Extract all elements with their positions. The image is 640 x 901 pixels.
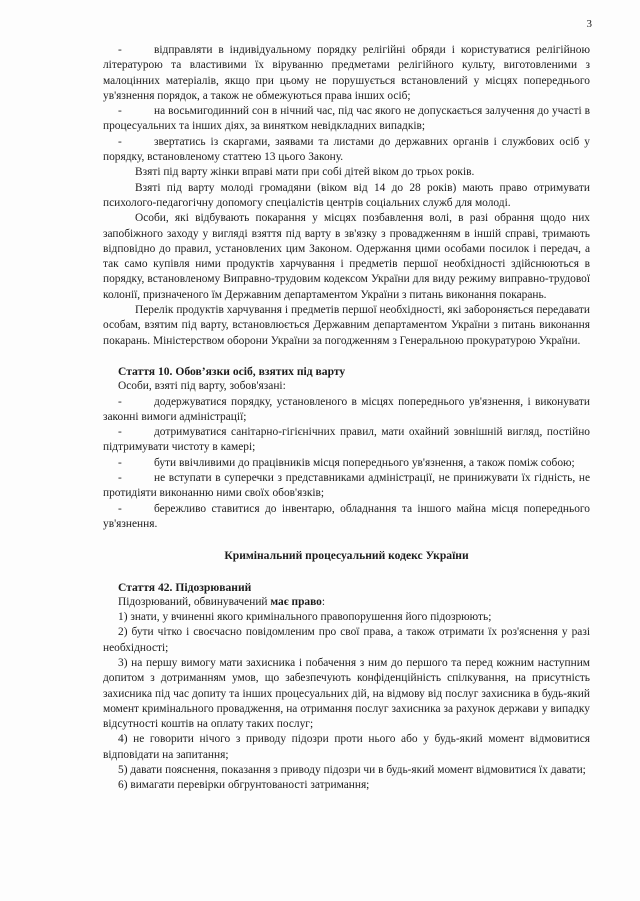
paragraph: Особи, які відбувають покарання у місцях позбавлення волі, в разі обрання щодо них запобіжного заходу у вигляді взяття під варту в зв'язку з провадженням в іншій справі, тримають відповідно до правил, установлених цим Законом. Одержання цими особами посилок і передач, а так само купівля ними продуктів харчування і предметів першої необхідності здійснюються в порядку, встановленому Виправно-трудовим кодексом України для виду режиму виправно-трудової колонії, призначеного їм Державним департаментом України з питань виконання покарань. bbox=[103, 212, 590, 301]
list-item: - бережливо ставитися до інвентарю, обладнання та іншого майна місця попереднього ув'язнення. bbox=[103, 502, 590, 530]
code-title: Кримінальний процесуальний кодекс України bbox=[224, 549, 469, 563]
list-item: - бути ввічливими до працівників місця попереднього ув'язнення, а також поміж собою; bbox=[118, 456, 575, 469]
page-number: 3 bbox=[586, 18, 592, 30]
list-item: 1) знати, у вчиненні якого кримінального правопорушення його підозрюють; bbox=[118, 611, 492, 624]
article-10-intro: Особи, взяті під варту, зобов'язані: bbox=[118, 380, 286, 393]
list-item: - відправляти в індивідуальному порядку релігійні обряди і користуватися релігійною літературою та властивими їх віруванню предметами релігійного культу, виготовленими з малоцінних матеріалів, якщо при цьому не порушується встановлений у місцях попереднього ув'язнення порядок, а також не обмежуються права інших осіб; bbox=[103, 44, 590, 102]
list-item: - на восьмигодинний сон в нічний час, під час якого не допускається залучення до участі в процесуальних та інших діях, за винятком невідкладних випадків; bbox=[103, 105, 590, 133]
list-item: 2) бути чітко і своєчасно повідомленим про свої права, а також отримати їх роз'яснення у разі необхідності; bbox=[103, 626, 590, 654]
document-body bbox=[103, 43, 590, 794]
paragraph: Перелік продуктів харчування і предметів першої необхідності, які забороняється передавати особам, взятим під варту, встановлюється Державним департаментом України з питань виконання покарань. Міністерством оборони України за погодженням з Генеральною прокуратурою України. bbox=[103, 304, 590, 347]
paragraph: Взяті під варту молоді громадяни (віком від 14 до 28 років) мають право отримувати психолого-педагогічну допомогу спеціалістів центрів соціальних служб для молоді. bbox=[103, 181, 590, 209]
paragraph: Взяті під варту жінки вправі мати при собі дітей віком до трьох років. bbox=[135, 166, 475, 179]
list-item: 3) на першу вимогу мати захисника і побачення з ним до першого та перед кожним наступним допитом з дотриманням умов, що забезпечують конфіденційність спілкування, на присутність захисника під час допиту та інших процесуальних дій, на відмову від послуг захисника в будь-який момент кримінального провадження, на отримання послуг захисника за рахунок держави у випадку відсутності коштів на оплату таких послуг; bbox=[103, 656, 590, 731]
article-42-heading: Стаття 42. Підозрюваний bbox=[118, 580, 252, 594]
list-item: 5) давати пояснення, показання з приводу підозри чи в будь-який момент відмовитися їх давати; bbox=[118, 764, 586, 777]
list-item: - не вступати в суперечки з представниками адміністрації, не принижувати їх гідність, не протидіяти виконанню ними своїх обов'язків; bbox=[103, 472, 590, 500]
article-42-intro: Підозрюваний, обвинувачений має право: bbox=[118, 595, 326, 608]
list-item: 6) вимагати перевірки обгрунтованості затримання; bbox=[118, 779, 370, 792]
article-10-heading: Стаття 10. Обов’язки осіб, взятих під варту bbox=[118, 364, 346, 378]
list-item: - дотримуватися санітарно-гігієнічних правил, мати охайний зовнішній вигляд, постійно підтримувати чистоту в камері; bbox=[103, 426, 590, 454]
list-item: 4) не говорити нічого з приводу підозри проти нього або у будь-який момент відмовитися відповідати на запитання; bbox=[103, 733, 590, 761]
list-item: - додержуватися порядку, установленого в місцях попереднього ув'язнення, і виконувати законні вимоги адміністрації; bbox=[103, 395, 590, 423]
list-item: - звертатись із скаргами, заявами та листами до державних органів і службових осіб у порядку, встановленому статтею 13 цього Закону. bbox=[103, 135, 590, 164]
